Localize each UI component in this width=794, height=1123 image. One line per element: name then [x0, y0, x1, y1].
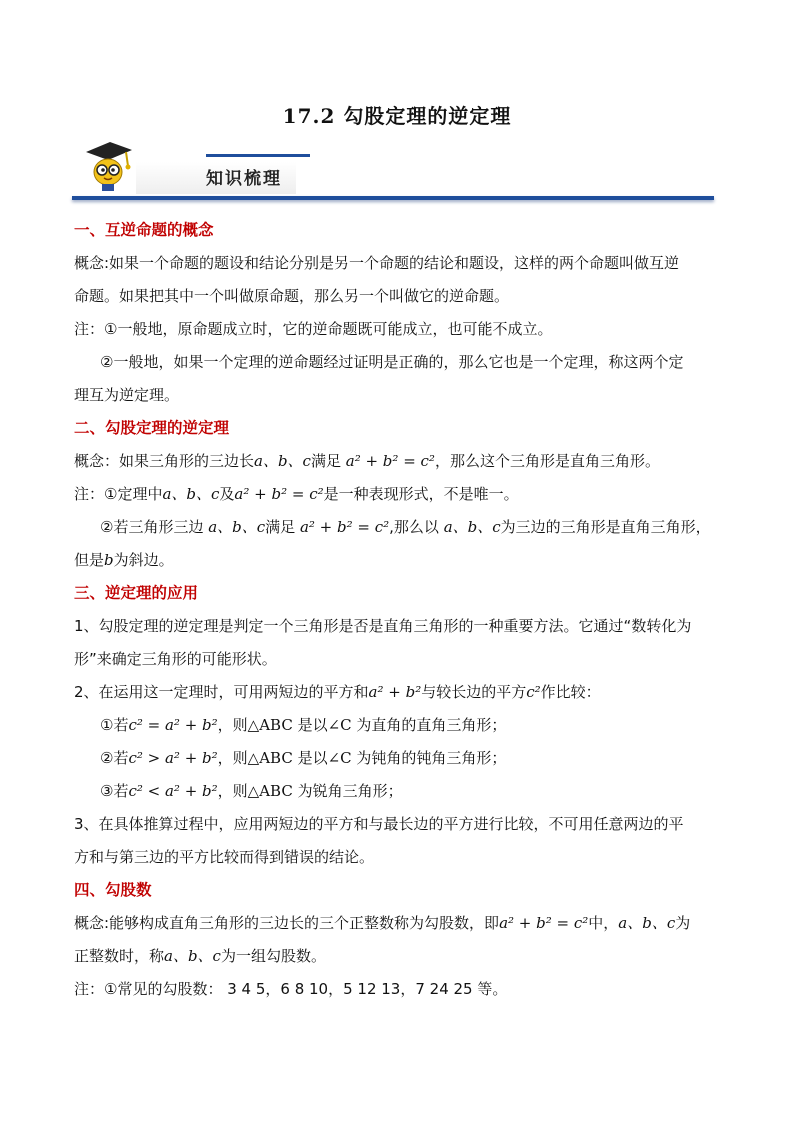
- s3-case3: [74, 775, 724, 808]
- text: ①若: [100, 716, 129, 734]
- math-equation: c²: [526, 683, 541, 701]
- s4-p3: 注：①常见的勾股数： 3 4 5，6 8 10，5 12 13，7 24 25 等。: [74, 980, 508, 998]
- math-vars: a、b、c: [254, 452, 311, 470]
- banner-top-line: [206, 154, 310, 157]
- text: 概念：如果三角形的三边长: [74, 452, 255, 470]
- s3-case2: [74, 742, 724, 775]
- s1-p2: 注：①一般地，原命题成立时，它的逆命题既可能成立，也可能不成立。: [74, 320, 553, 338]
- text: 概念:能够构成直角三角形的三边长的三个正整数称为勾股数，即: [74, 914, 500, 932]
- s1-p3a: ②一般地，如果一个定理的逆命题经过证明是正确的，那么它也是一个定理，称这两个定: [100, 353, 684, 371]
- text: ，则△ABC 为锐角三角形；: [217, 782, 403, 800]
- s3-p3b: 方和与第三边的平方比较而得到错误的结论。: [74, 848, 375, 866]
- math-equation: a² + b² = c²: [234, 485, 324, 503]
- s2-p3: [74, 511, 724, 544]
- s4-p2: [74, 940, 724, 973]
- text: 及: [219, 485, 235, 503]
- text: 是一种表现形式，不是唯一。: [323, 485, 519, 503]
- text: 为三边的三角形是直角三角形，: [500, 518, 711, 536]
- text: 中，: [588, 914, 619, 932]
- text: ，则△ABC 是以∠C 为钝角的钝角三角形；: [217, 749, 507, 767]
- math-vars: a、b、c: [162, 485, 220, 503]
- math-equation: c² = a² + b²: [128, 716, 218, 734]
- page-title: 17.2 勾股定理的逆定理: [282, 104, 512, 128]
- s1-p1b: 命题。如果把其中一个叫做原命题，那么另一个叫做它的逆命题。: [74, 287, 510, 305]
- math-equation: c² > a² + b²: [128, 749, 218, 767]
- section-heading: 一、互逆命题的概念: [74, 221, 214, 239]
- text: 2、在运用这一定理时，可用两短边的平方和: [74, 683, 369, 701]
- math-vars: a、b、c: [618, 914, 676, 932]
- s3-p2: [74, 676, 724, 709]
- text: 与较长边的平方: [421, 683, 527, 701]
- graduate-mascot-icon: [80, 140, 136, 192]
- text: ②若三角形三边: [100, 518, 209, 536]
- s3-p1a: 1、勾股定理的逆定理是判定一个三角形是否是直角三角形的一种重要方法。它通过“数转化为: [74, 617, 692, 635]
- s1-p1a: 概念:如果一个命题的题设和结论分别是另一个命题的结论和题设，这样的两个命题叫做互逆: [74, 254, 680, 272]
- section-banner: [72, 136, 732, 208]
- section-heading: 四、勾股数: [74, 881, 152, 899]
- text: 注：①定理中: [74, 485, 163, 503]
- math-var: b: [104, 551, 114, 569]
- text: ,那么以: [389, 518, 444, 536]
- section-heading: 二、勾股定理的逆定理: [74, 419, 230, 437]
- text: ③若: [100, 782, 129, 800]
- math-vars: a、b、c: [208, 518, 266, 536]
- math-equation: a² + b²: [368, 683, 422, 701]
- s3-p3a: 3、在具体推算过程中，应用两短边的平方和与最长边的平方进行比较，不可用任意两边的平: [74, 815, 684, 833]
- text: 为一组勾股数。: [220, 947, 326, 965]
- text: 为: [675, 914, 691, 932]
- s3-case1: [74, 709, 724, 742]
- math-equation: a² + b² = c²: [299, 518, 390, 536]
- s2-p1: [74, 445, 724, 478]
- text: ②若: [100, 749, 129, 767]
- s4-p1: [74, 907, 724, 940]
- math-equation: a² + b² = c²: [345, 452, 435, 470]
- text: ，那么这个三角形是直角三角形。: [434, 452, 660, 470]
- math-vars: a、b、c: [164, 947, 221, 965]
- s3-p1b: 形”来确定三角形的可能形状。: [74, 650, 277, 668]
- s2-p4: [74, 544, 724, 577]
- s2-p2: [74, 478, 724, 511]
- s1-p3b: 理互为逆定理。: [74, 386, 180, 404]
- content-body: [74, 214, 724, 1006]
- text: 作比较：: [540, 683, 601, 701]
- text: 满足: [310, 452, 346, 470]
- text: 正整数时，称: [74, 947, 165, 965]
- banner-label: 知识梳理: [206, 169, 282, 189]
- math-vars: a、b、c: [443, 518, 501, 536]
- text: 满足: [265, 518, 300, 536]
- banner-bottom-line: [72, 196, 714, 200]
- text: 为斜边。: [113, 551, 174, 569]
- text: 但是: [74, 551, 105, 569]
- banner-label-box: [136, 162, 296, 194]
- math-equation: a² + b² = c²: [499, 914, 589, 932]
- text: ，则△ABC 是以∠C 为直角的直角三角形；: [217, 716, 507, 734]
- math-equation: c² < a² + b²: [128, 782, 218, 800]
- section-heading: 三、逆定理的应用: [74, 584, 199, 602]
